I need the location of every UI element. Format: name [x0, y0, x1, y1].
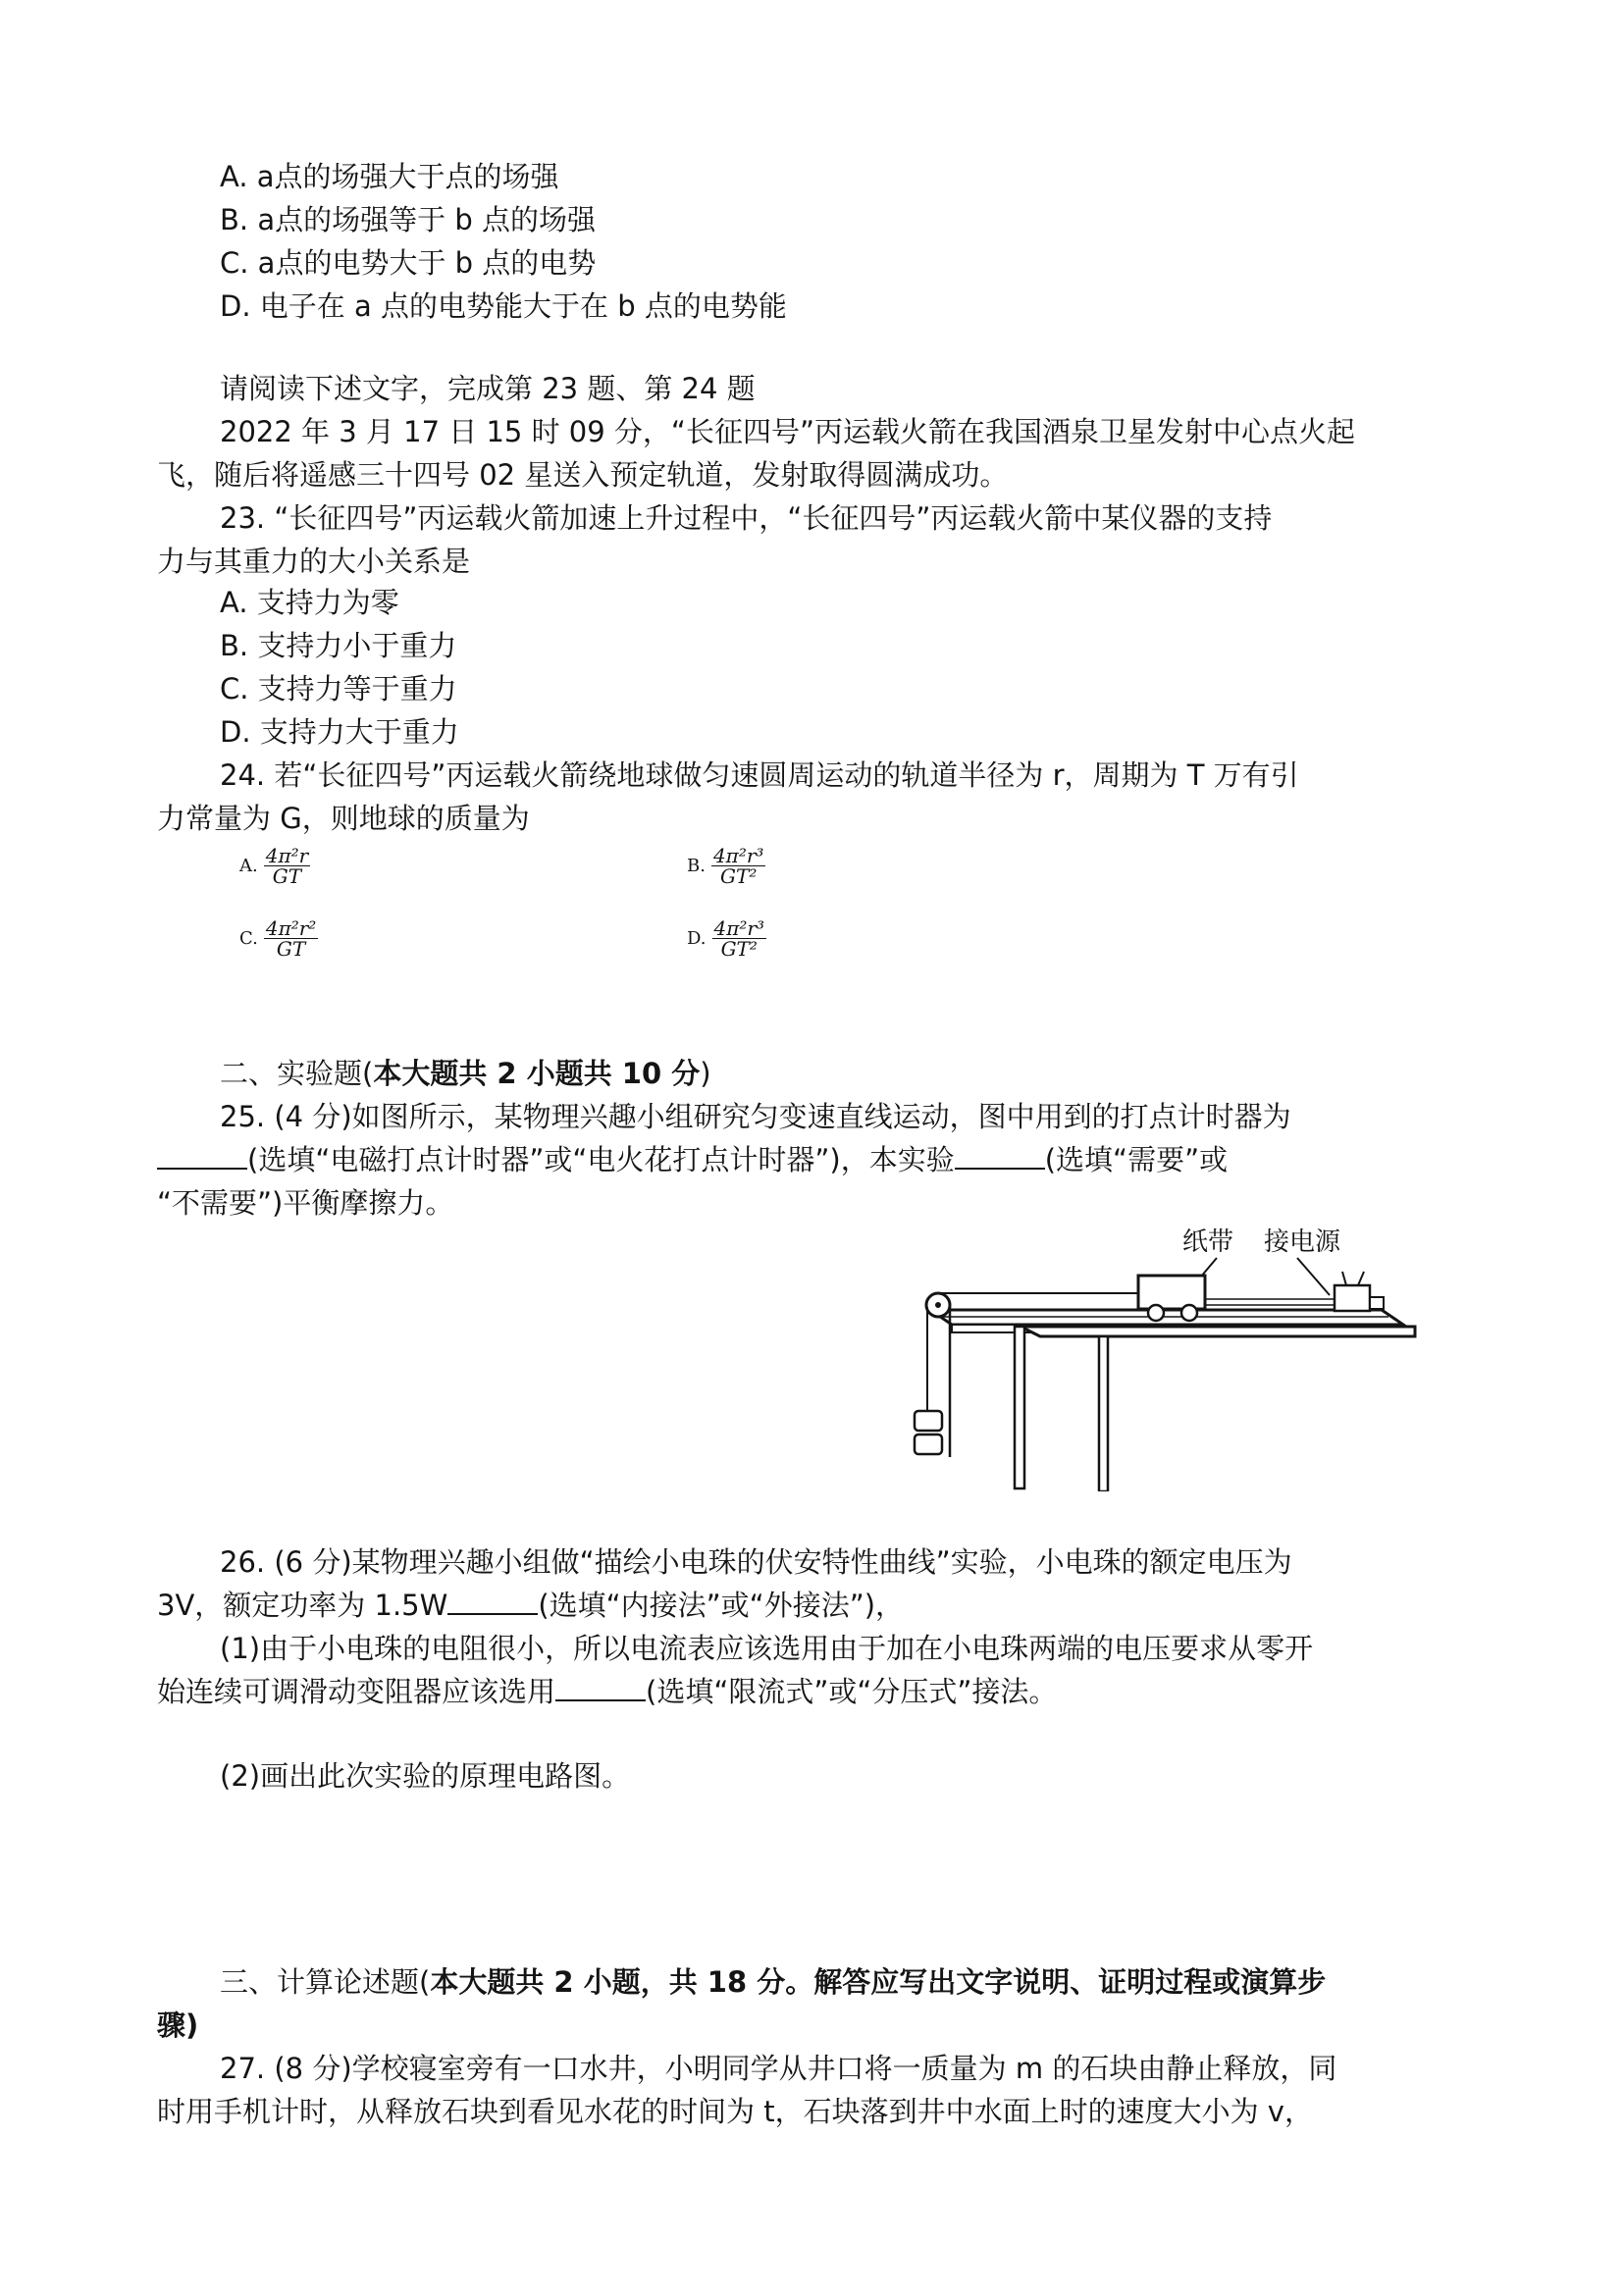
q23-stem-line-1: 23. “长征四号”丙运载火箭加速上升过程中，“长征四号”丙运载火箭中某仪器的支持	[220, 501, 1273, 535]
q24-option-d-numerator: 4π²r³	[713, 916, 764, 940]
experiment-apparatus-figure	[903, 1217, 1423, 1491]
q26-line-5: (2)画出此次实验的原理电路图。	[220, 1759, 631, 1793]
weight-top-icon	[915, 1411, 942, 1431]
q24-option-a-numerator: 4π²r	[265, 844, 309, 867]
q26-line-4-part-a: 始连续可调滑动变阻器应该选用	[157, 1675, 556, 1708]
q24-option-a-fraction	[264, 846, 310, 886]
section-3-heading	[220, 1962, 1326, 2002]
figure-label-tape: 纸带	[1182, 1227, 1234, 1257]
q26-line-1: 26. (6 分)某物理兴趣小组做“描绘小电珠的伏安特性曲线”实验，小电珠的额定电压为	[220, 1545, 1292, 1579]
section-2-suffix: )	[700, 1057, 711, 1090]
figure-label-power: 接电源	[1264, 1227, 1341, 1257]
section-2-heading	[220, 1054, 711, 1093]
section-2-bold: 本大题共 2 小题共 10 分	[373, 1057, 701, 1090]
q26-line-2	[157, 1586, 904, 1625]
timer-icon	[1335, 1285, 1370, 1311]
q22-option-c: C. a点的电势大于 b 点的电势	[220, 246, 597, 280]
q25-line-2	[157, 1140, 1228, 1179]
q22-option-d: D. 电子在 a 点的电势能大于在 b 点的电势能	[220, 289, 787, 323]
q24-option-b-fraction	[711, 846, 765, 886]
q24-option-b-label: B.	[687, 856, 706, 876]
q22-option-b: B. a点的场强等于 b 点的场强	[220, 203, 596, 236]
table-leg-back	[1099, 1336, 1108, 1491]
q26-line-2-part-a: 3V，额定功率为 1.5W	[157, 1589, 448, 1622]
q27-line-1: 27. (8 分)学校寝室旁有一口水井，小明同学从井口将一质量为 m 的石块由静止释放，同	[220, 2052, 1337, 2085]
table-top	[1021, 1327, 1415, 1336]
q24-option-c-label: C.	[239, 928, 258, 949]
section-3-prefix: 三、计算论述题(	[220, 1965, 431, 1999]
q25-line-2-part-b: (选填“需要”或	[1044, 1143, 1229, 1176]
q24-option-b-numerator: 4π²r³	[712, 844, 764, 867]
q26-line-2-part-b: (选填“内接法”或“外接法”)，	[538, 1589, 905, 1622]
q23-stem-line-2: 力与其重力的大小关系是	[157, 545, 471, 578]
q26-line-3: (1)由于小电珠的电阻很小，所以电流表应该选用由于加在小电珠两端的电压要求从零开	[220, 1632, 1314, 1665]
q25-line-1: 25. (4 分)如图所示，某物理兴趣小组研究匀变速直线运动，图中用到的打点计时器为	[220, 1100, 1291, 1133]
q24-option-d-fraction	[712, 918, 766, 959]
q23-option-a: A. 支持力为零	[220, 586, 399, 619]
section-3-heading-line-2: 骤)	[157, 2009, 199, 2042]
passage-line-2: 飞，随后将遥感三十四号 02 星送入预定轨道，发射取得圆满成功。	[157, 458, 1009, 492]
q24-option-d-denominator: GT²	[720, 937, 758, 961]
q23-option-c: C. 支持力等于重力	[220, 672, 457, 705]
q25-line-3: “不需要”)平衡摩擦力。	[157, 1186, 454, 1220]
q24-option-a-label: A.	[239, 856, 258, 876]
q26-blank-1	[447, 1588, 538, 1615]
q24-option-d	[687, 918, 766, 959]
q26-line-4	[157, 1672, 1057, 1711]
cart-icon	[1138, 1276, 1205, 1309]
q24-option-c-denominator: GT	[276, 937, 306, 961]
q24-option-a-denominator: GT	[272, 864, 302, 888]
q26-line-4-part-b: (选填“限流式”或“分压式”接法。	[646, 1675, 1058, 1708]
q24-option-b-denominator: GT²	[720, 864, 758, 888]
passage-line-1: 2022 年 3 月 17 日 15 时 09 分，“长征四号”丙运载火箭在我国酒泉卫星发射中心点火起	[220, 415, 1355, 448]
q24-option-c-fraction	[264, 918, 318, 959]
weight-bottom-icon	[915, 1435, 942, 1454]
section-3-bold: 本大题共 2 小题，共 18 分。解答应写出文字说明、证明过程或演算步	[430, 1965, 1327, 1999]
q22-option-a: A. a点的场强大于点的场强	[220, 160, 559, 193]
q24-stem-line-1: 24. 若“长征四号”丙运载火箭绕地球做匀速圆周运动的轨道半径为 r，周期为 T 万有引	[220, 758, 1299, 792]
q27-line-2: 时用手机计时，从释放石块到看见水花的时间为 t，石块落到井中水面上时的速度大小为 v，	[157, 2095, 1313, 2128]
q25-blank-2	[955, 1142, 1045, 1170]
q24-option-d-label: D.	[687, 928, 707, 949]
power-pointer-line	[1297, 1258, 1330, 1295]
reading-intro: 请阅读下述文字，完成第 23 题、第 24 题	[220, 372, 756, 405]
q24-stem-line-2: 力常量为 G，则地球的质量为	[157, 802, 530, 835]
q23-option-b: B. 支持力小于重力	[220, 629, 457, 662]
q24-option-c	[239, 918, 318, 959]
section-2-prefix: 二、实验题(	[220, 1057, 374, 1090]
q25-line-2-part-a: (选填“电磁打点计时器”或“电火花打点计时器”)，本实验	[247, 1143, 955, 1176]
q24-option-c-numerator: 4π²r²	[265, 916, 317, 940]
q26-blank-2	[555, 1674, 646, 1701]
q24-option-a	[239, 846, 310, 886]
table-leg-front	[1015, 1327, 1024, 1488]
q23-option-d: D. 支持力大于重力	[220, 715, 459, 749]
q25-blank-1	[157, 1142, 247, 1170]
q24-option-b	[687, 846, 765, 886]
